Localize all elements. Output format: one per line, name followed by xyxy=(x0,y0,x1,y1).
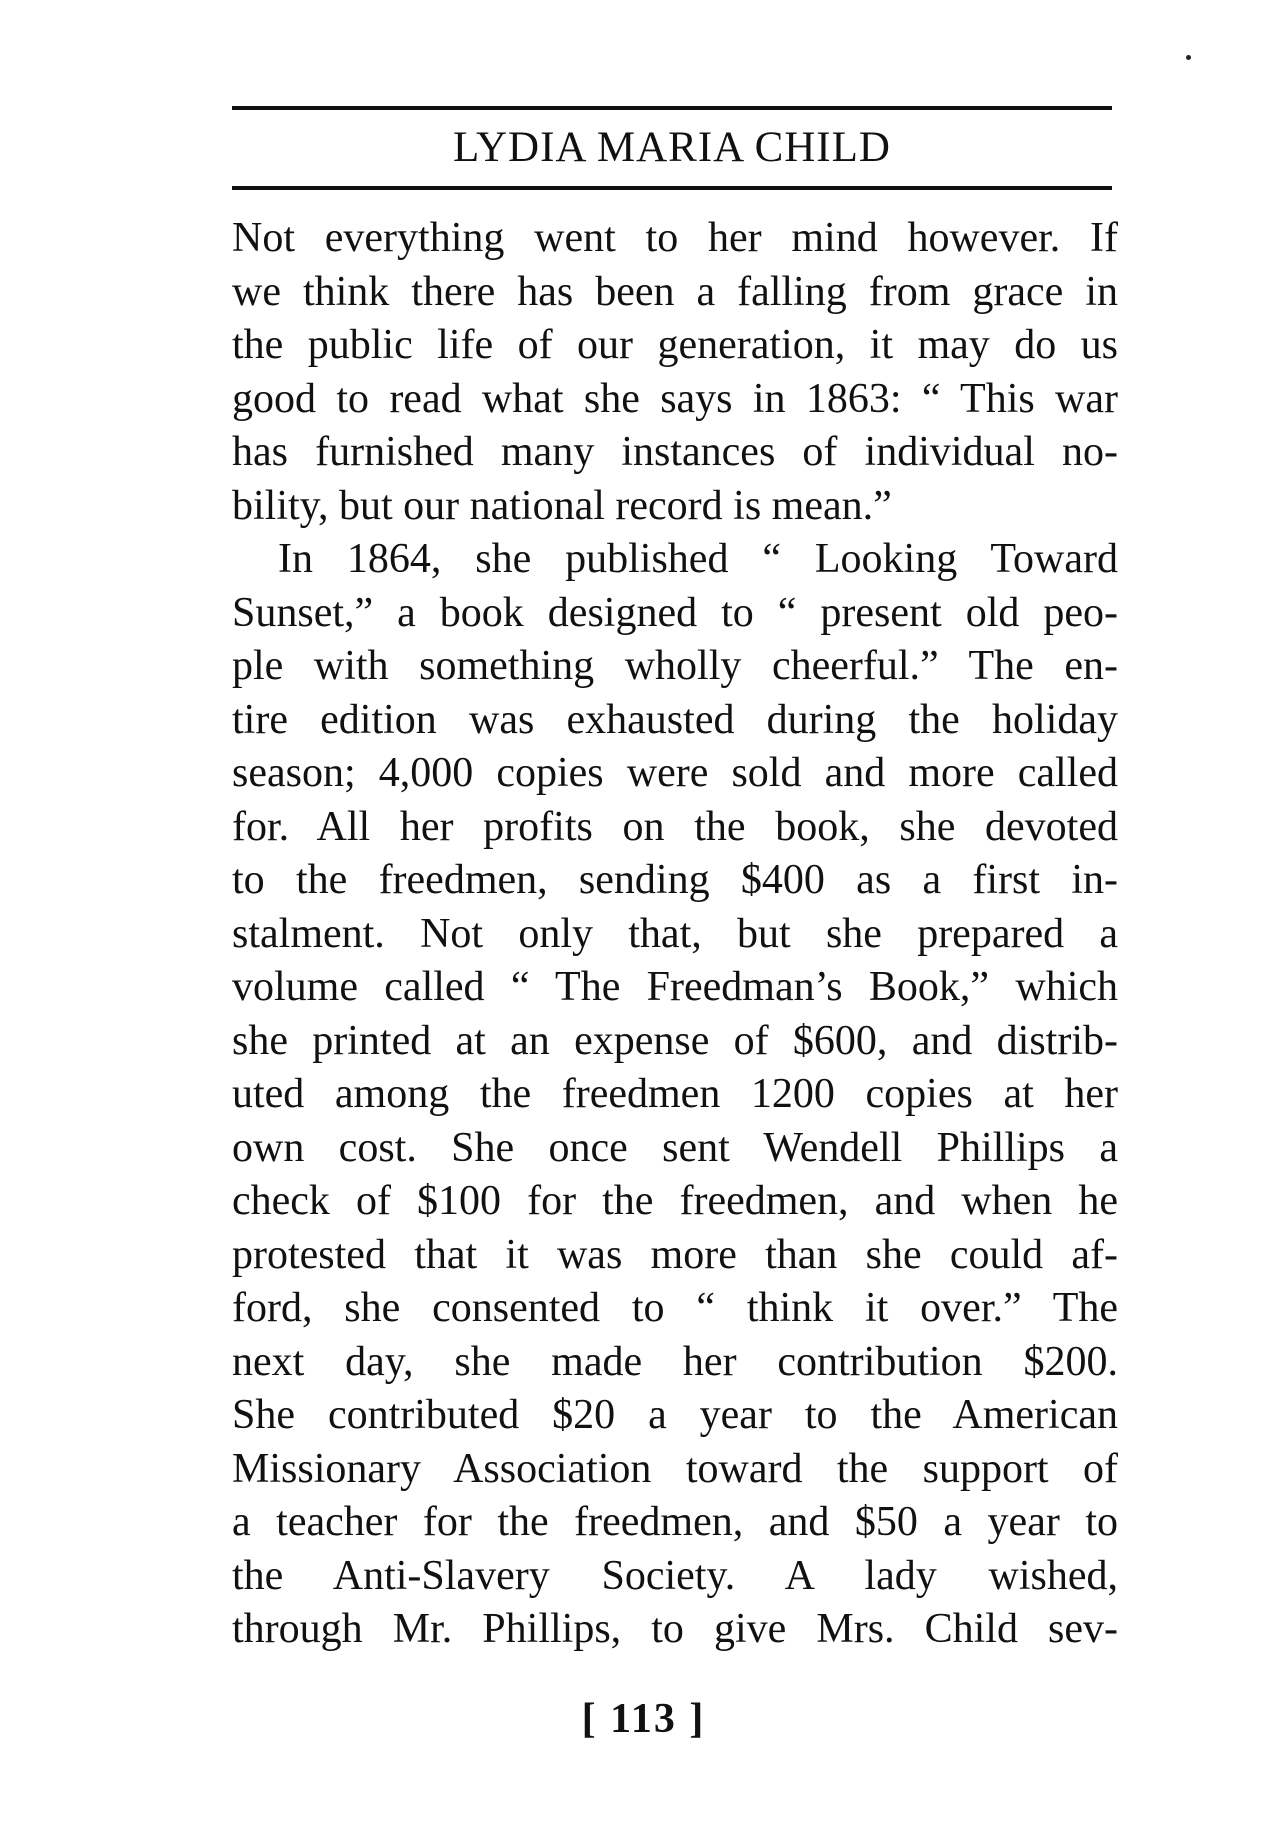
text-line: own cost. She once sent Wendell Phillips a xyxy=(232,1124,1118,1171)
body-text xyxy=(232,212,1118,1657)
text-line: we think there has been a falling from grace in xyxy=(232,268,1118,315)
page-header xyxy=(232,106,1112,190)
text-line: she printed at an expense of $600, and distrib- xyxy=(232,1017,1118,1064)
paragraph xyxy=(232,212,1118,533)
text-line: the public life of our generation, it may do us xyxy=(232,322,1118,368)
text-line: good to read what she says in 1863: “ This war xyxy=(232,375,1118,422)
text-line: Sunset,” a book designed to “ present old peo- xyxy=(232,589,1118,636)
text-line: next day, she made her contribution $200. xyxy=(232,1338,1118,1385)
paragraph xyxy=(232,533,1118,1657)
page-number: [ 113 ] xyxy=(581,1696,706,1742)
text-line: a teacher for the freedmen, and $50 a year to xyxy=(232,1499,1118,1545)
text-line: to the freedmen, sending $400 as a first in- xyxy=(232,857,1118,903)
text-line: stalment. Not only that, but she prepared a xyxy=(232,910,1118,957)
text-line: ford, she consented to “ think it over.” The xyxy=(232,1285,1118,1331)
text-line: for. All her profits on the book, she devoted xyxy=(232,803,1118,850)
text-line: Missionary Association toward the support of xyxy=(232,1445,1118,1492)
text-line: through Mr. Phillips, to give Mrs. Child sev- xyxy=(232,1606,1118,1652)
text-line: volume called “ The Freedman’s Book,” which xyxy=(232,964,1118,1010)
running-head: LYDIA MARIA CHILD xyxy=(453,124,891,171)
text-line: bility, but our national record is mean.” xyxy=(232,482,892,529)
text-line: ple with something wholly cheerful.” The en- xyxy=(232,643,1118,689)
text-line: check of $100 for the freedmen, and when he xyxy=(232,1178,1118,1224)
text-line: In 1864, she published “ Looking Toward xyxy=(278,536,1118,582)
text-line: She contributed $20 a year to the American xyxy=(232,1392,1118,1438)
header-bottom-rule xyxy=(232,186,1112,190)
text-line: season; 4,000 copies were sold and more called xyxy=(232,750,1118,796)
text-line: the Anti-Slavery Society. A lady wished, xyxy=(232,1552,1118,1599)
text-line: tire edition was exhausted during the holiday xyxy=(232,696,1118,743)
text-line: has furnished many instances of individual no- xyxy=(232,429,1118,475)
text-line: uted among the freedmen 1200 copies at her xyxy=(232,1071,1118,1117)
text-line: Not everything went to her mind however. If xyxy=(232,215,1118,261)
text-line: protested that it was more than she could af- xyxy=(232,1231,1118,1278)
stray-ink-dot xyxy=(1186,55,1191,60)
